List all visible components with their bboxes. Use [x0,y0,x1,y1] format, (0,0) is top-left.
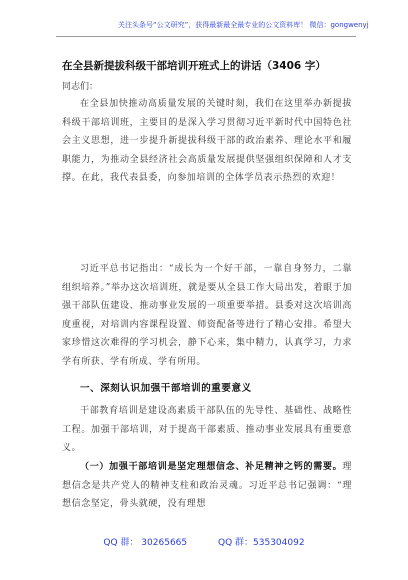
header-banner: 关注头条号“公文研究”，获得最新最全最专业的公文资料库！ 微信：gongwenyj [118,21,369,29]
document-title: 在全县新提拔科级干部培训开班式上的讲话（3406 字） [62,60,326,72]
footer-qq-group-2: QQ 群：535304092 [218,538,305,548]
body-paragraph-2: 习近平总书记指出：“成长为一个好干部，一靠自身努力，二靠组织培养。”举办这次培训班，就是要从全县工作大局出发，着眼于加强干部队伍建设、推动事业发展的一项重要举措。县委对这次培训高度重视，对培训内容课程设置、师资配备等进行了精心安排。希望大家珍惜这次难得的学习机会，静下心来，集中精力，认真学习，力求学有所获、学有所成、学有所用。 [62,264,352,367]
subsection-1-heading: （一）加强干部培训是坚定理想信念、补足精神之钙的需要。 [80,462,343,472]
body-paragraph-1: 在全县加快推动高质量发展的关键时刻，我们在这里举办新提拔科级干部培训班，主要目的是深入学习贯彻习近平新时代中国特色社会主义思想，进一步提升新提拔科级干部的政治素养、理论水平和履职能力，为推动全县经济社会高质量发展提供坚强组织保障和人才支撑。在此，我代表县委，向参加培训的全体学员表示热烈的欢迎！ [62,99,352,183]
section-1-paragraph: 干部教育培训是建设高素质干部队伍的先导性、基础性、战略性工程。加强干部培训，对于提高干部素质、推动事业发展具有重要意义。 [62,406,352,453]
footer-qq-group-1: QQ 群： 30265665 [103,538,188,548]
header-divider [56,36,356,37]
footer-contact [0,535,408,548]
salutation: 同志们： [62,82,99,92]
subsection-1-text: 理想信念是共产党人的精神支柱和政治灵魂。习近平总书记强调：“理想信念坚定，骨头就硬，没有理想 [62,462,352,509]
section-heading-1: 一、深刻认识加强干部培训的重要意义 [80,383,252,394]
subsection-1-paragraph [62,458,352,514]
